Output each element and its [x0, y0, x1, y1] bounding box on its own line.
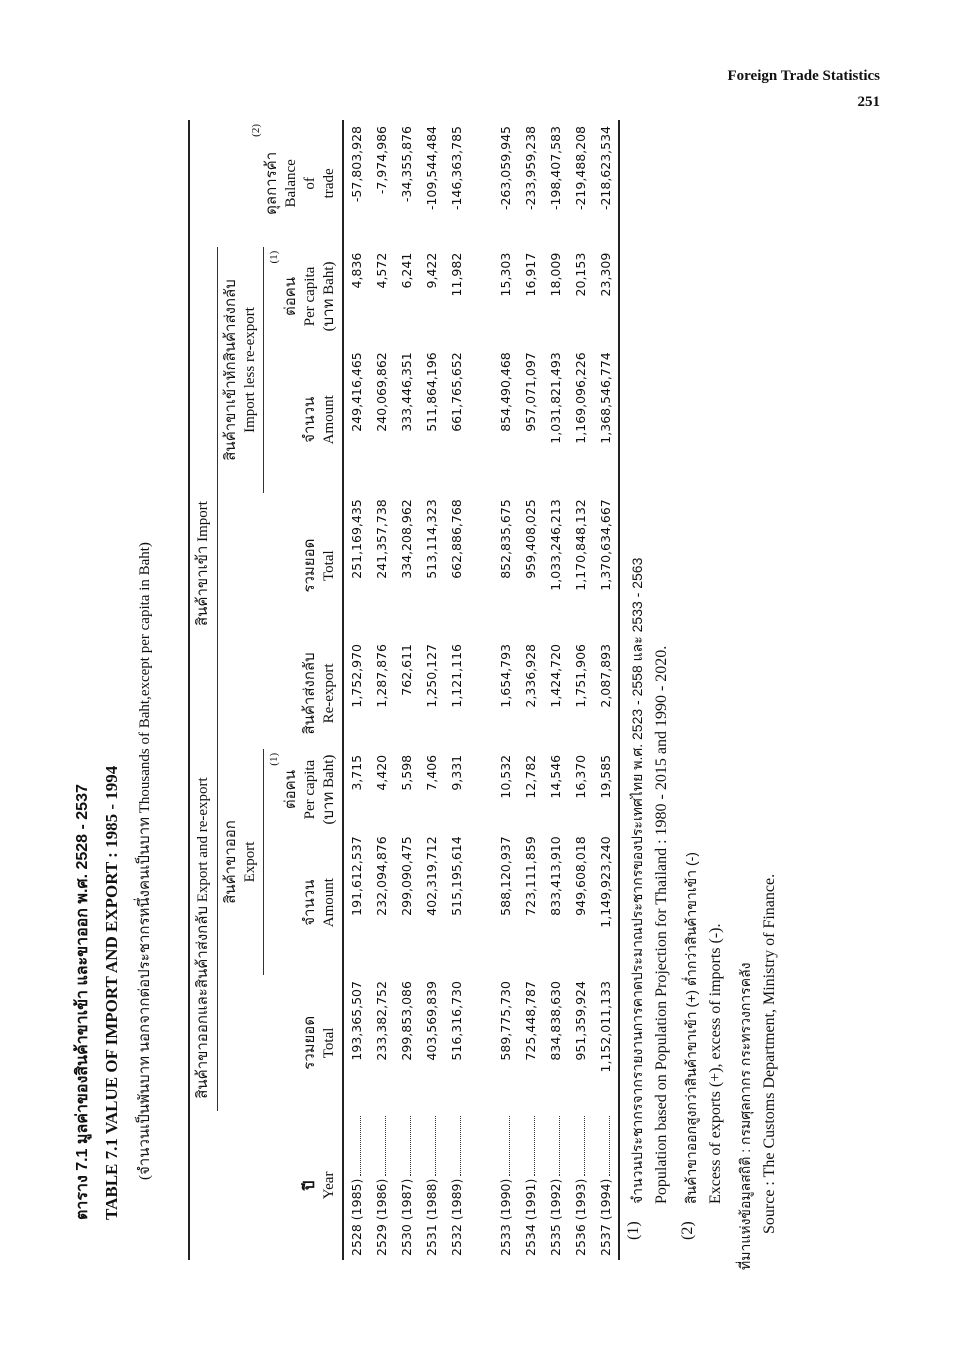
export-total-cell: 951,359,924	[573, 981, 589, 1061]
balance-cell: -263,059,945	[498, 126, 514, 211]
import-total-cell: 513,114,323	[424, 499, 440, 579]
year-cell	[493, 1111, 518, 1260]
year-cell	[593, 1111, 619, 1260]
leader-dots	[427, 1116, 436, 1176]
balance-cell: -109,544,484	[424, 126, 440, 211]
table-row	[518, 120, 543, 1260]
export-amount-cell: 191,612,537	[349, 836, 365, 916]
import-percap-cell: 15,303	[498, 252, 514, 297]
leader-dots	[402, 1116, 411, 1176]
export-total-cell: 834,838,630	[548, 981, 564, 1061]
trade-table	[188, 120, 620, 1260]
year-cell	[518, 1111, 543, 1260]
table-row	[369, 120, 394, 1260]
export-group-header: สินค้าขาออกและสินค้าส่งกลับ Export and re-export	[189, 638, 217, 1111]
import-amount-header: จำนวน Amount	[264, 346, 344, 493]
table-row	[343, 120, 369, 1260]
import-total-cell: 1,170,848,132	[573, 499, 589, 591]
table-row	[543, 120, 568, 1260]
year-label: 2531 (1988)	[424, 1178, 440, 1256]
import-percap-cell: 23,309	[593, 247, 619, 347]
year-label: 2535 (1992)	[548, 1178, 564, 1256]
year-cell	[394, 1111, 419, 1260]
source-thai: ที่มาแห่งข้อมูลสถิติ : กรมศุลกากร กระทรวงการคลัง	[737, 962, 753, 1270]
reexport-cell: 1,752,970	[349, 644, 365, 708]
year-label: 2529 (1986)	[374, 1178, 390, 1256]
export-total-cell: 725,448,787	[523, 981, 539, 1061]
leader-dots	[601, 1116, 610, 1176]
export-amount-cell: 949,608,018	[573, 836, 589, 916]
import-total-cell: 241,357,738	[374, 499, 390, 579]
source-english: Source : The Customs Department, Ministry of Finance.	[761, 873, 778, 1234]
export-amount-cell: 588,120,937	[498, 836, 514, 916]
table-row	[493, 120, 518, 1260]
table-row	[419, 120, 444, 1260]
import-percap-header: (1) ต่อคน Per capita (บาท Baht)	[264, 247, 344, 347]
export-percap-cell: 3,715	[349, 754, 365, 791]
balance-cell: -57,803,928	[349, 126, 365, 203]
year-cell	[568, 1111, 593, 1260]
import-amount-cell: 333,446,351	[399, 352, 415, 432]
balance-cell: -233,959,238	[523, 126, 539, 211]
balance-cell: -198,407,583	[548, 126, 564, 211]
export-total-cell: 233,382,752	[374, 981, 390, 1061]
reexport-header: สินค้าส่งกลับ Re-export	[217, 638, 343, 749]
leader-dots	[576, 1116, 585, 1176]
note-2-thai: สินค้าขาออกสูงกว่าสินค้าขาเข้า (+) ต่ำกว่าสินค้าขาเข้า (-)	[683, 852, 699, 1204]
export-total-cell: 403,569,839	[424, 981, 440, 1061]
reexport-cell: 1,250,127	[424, 644, 440, 708]
import-percap-cell: 4,836	[349, 252, 365, 289]
reexport-cell: 1,424,720	[548, 644, 564, 708]
export-percap-cell: 12,782	[523, 754, 539, 799]
year-cell	[343, 1111, 369, 1260]
year-label: 2528 (1985)	[349, 1178, 365, 1256]
export-amount-cell: 1,149,923,240	[593, 830, 619, 975]
balance-cell: -34,355,876	[399, 126, 415, 203]
export-percap-cell: 14,546	[548, 754, 564, 799]
import-percap-cell: 11,982	[449, 252, 465, 297]
reexport-cell: 2,336,928	[523, 644, 539, 708]
import-amount-cell: 1,169,096,226	[573, 352, 589, 444]
import-group-header: สินค้าขาเข้า Import	[189, 247, 217, 638]
year-cell	[419, 1111, 444, 1260]
table-body	[343, 120, 619, 1260]
balance-header: (2) ดุลการค้า Balance of trade	[189, 120, 343, 247]
year-cell	[444, 1111, 469, 1260]
export-total-header: รวมยอด Total	[217, 975, 343, 1111]
import-amount-cell: 511,864,196	[424, 352, 440, 432]
import-total-cell: 251,169,435	[349, 499, 365, 579]
reexport-cell: 1,751,906	[573, 644, 589, 708]
import-total-cell: 1,370,634,667	[593, 493, 619, 638]
export-total-cell: 516,316,730	[449, 981, 465, 1061]
leader-dots	[526, 1116, 535, 1176]
balance-cell: -146,363,785	[449, 126, 465, 211]
import-total-cell: 1,033,246,213	[548, 499, 564, 591]
reexport-cell: 2,087,893	[593, 638, 619, 749]
table-row	[568, 120, 593, 1260]
leader-dots	[551, 1116, 560, 1176]
export-subheader: สินค้าขาออก Export	[217, 749, 264, 975]
export-total-cell: 589,775,730	[498, 981, 514, 1061]
import-percap-cell: 9,422	[424, 252, 440, 289]
year-cell	[369, 1111, 394, 1260]
table-row	[444, 120, 469, 1260]
year-label: 2530 (1987)	[399, 1178, 415, 1256]
import-amount-cell: 854,490,468	[498, 352, 514, 432]
import-amount-cell: 249,416,465	[349, 352, 365, 432]
export-amount-cell: 515,195,614	[449, 836, 465, 916]
note-2-english: Excess of exports (+), excess of imports (-).	[707, 923, 724, 1204]
balance-cell: -219,488,208	[573, 126, 589, 211]
note-1-thai: จำนวนประชากรจากรายงานการคาดประมาณประชากรของประเทศไทย พ.ศ. 2523 - 2558 และ 2533 - 2563	[629, 557, 645, 1204]
table-title-english: TABLE 7.1 VALUE OF IMPORT AND EXPORT : 1985 - 1994	[102, 765, 121, 1220]
import-total-cell: 959,408,025	[523, 499, 539, 579]
import-total-cell: 852,835,675	[498, 499, 514, 579]
import-total-header: รวมยอด Total	[217, 493, 343, 638]
import-total-cell: 334,208,962	[399, 499, 415, 579]
page-number: 251	[857, 94, 880, 110]
export-percap-cell: 19,585	[593, 749, 619, 830]
reexport-cell: 1,654,793	[498, 644, 514, 708]
balance-cell: -7,974,986	[374, 126, 390, 195]
import-total-cell: 662,886,768	[449, 499, 465, 579]
running-header: Foreign Trade Statistics	[727, 68, 880, 84]
reexport-cell: 1,287,876	[374, 644, 390, 708]
export-total-cell: 193,365,507	[349, 981, 365, 1061]
import-subheader: สินค้าขาเข้าหักสินค้าส่งกลับ Import less re-export	[217, 247, 264, 494]
rotated-table-page	[60, 60, 850, 1320]
note-2-marker: (2)	[679, 1221, 696, 1240]
import-amount-cell: 661,765,652	[449, 352, 465, 432]
note-1-english: Population based on Population Projection for Thailand : 1980 - 2015 and 1990 - 2020.	[653, 645, 670, 1204]
export-percap-cell: 10,532	[498, 754, 514, 799]
export-percap-cell: 9,331	[449, 754, 465, 791]
export-percap-header: (1) ต่อคน Per capita (บาท Baht)	[264, 749, 344, 830]
note-1-marker: (1)	[625, 1221, 642, 1240]
unit-note: (จำนวนเป็นพันบาท นอกจากต่อประชากรหนึ่งคนเป็นบาท Thousands of Baht,except per capita in Baht)	[137, 542, 153, 1180]
import-amount-cell: 1,368,546,774	[593, 346, 619, 493]
leader-dots	[352, 1116, 361, 1176]
import-amount-cell: 957,071,097	[523, 352, 539, 432]
balance-cell: -218,623,534	[593, 120, 619, 247]
export-percap-cell: 7,406	[424, 754, 440, 791]
export-amount-cell: 833,413,910	[548, 836, 564, 916]
import-percap-cell: 16,917	[523, 252, 539, 297]
table-row	[394, 120, 419, 1260]
export-amount-header: จำนวน Amount	[264, 830, 344, 975]
year-label: 2534 (1991)	[523, 1178, 539, 1256]
table-row	[593, 120, 619, 1260]
export-amount-cell: 232,094,876	[374, 836, 390, 916]
export-percap-cell: 5,598	[399, 754, 415, 791]
year-header: ปี Year	[189, 1111, 343, 1260]
export-total-cell: 1,152,011,133	[593, 975, 619, 1111]
import-percap-cell: 18,009	[548, 252, 564, 297]
import-percap-cell: 4,572	[374, 252, 390, 289]
export-total-cell: 299,853,086	[399, 981, 415, 1061]
export-percap-cell: 4,420	[374, 754, 390, 791]
export-amount-cell: 299,090,475	[399, 836, 415, 916]
leader-dots	[377, 1116, 386, 1176]
row-spacer	[469, 120, 493, 1260]
import-amount-cell: 240,069,862	[374, 352, 390, 432]
year-label: 2532 (1989)	[449, 1178, 465, 1256]
import-percap-cell: 20,153	[573, 252, 589, 297]
year-cell	[543, 1111, 568, 1260]
year-label: 2537 (1994)	[598, 1178, 614, 1256]
reexport-cell: 1,121,116	[449, 644, 465, 708]
export-amount-cell: 402,319,712	[424, 836, 440, 916]
year-label: 2536 (1993)	[573, 1178, 589, 1256]
export-percap-cell: 16,370	[573, 754, 589, 799]
import-percap-cell: 6,241	[399, 252, 415, 289]
year-label: 2533 (1990)	[498, 1178, 514, 1256]
table-title-thai: ตาราง 7.1 มูลค่าของสินค้าขาเข้า และขาออก พ.ศ. 2528 - 2537	[74, 784, 91, 1220]
leader-dots	[501, 1116, 510, 1176]
export-amount-cell: 723,111,859	[523, 836, 539, 916]
leader-dots	[452, 1116, 461, 1176]
import-amount-cell: 1,031,821,493	[548, 352, 564, 444]
reexport-cell: 762,611	[399, 644, 415, 696]
